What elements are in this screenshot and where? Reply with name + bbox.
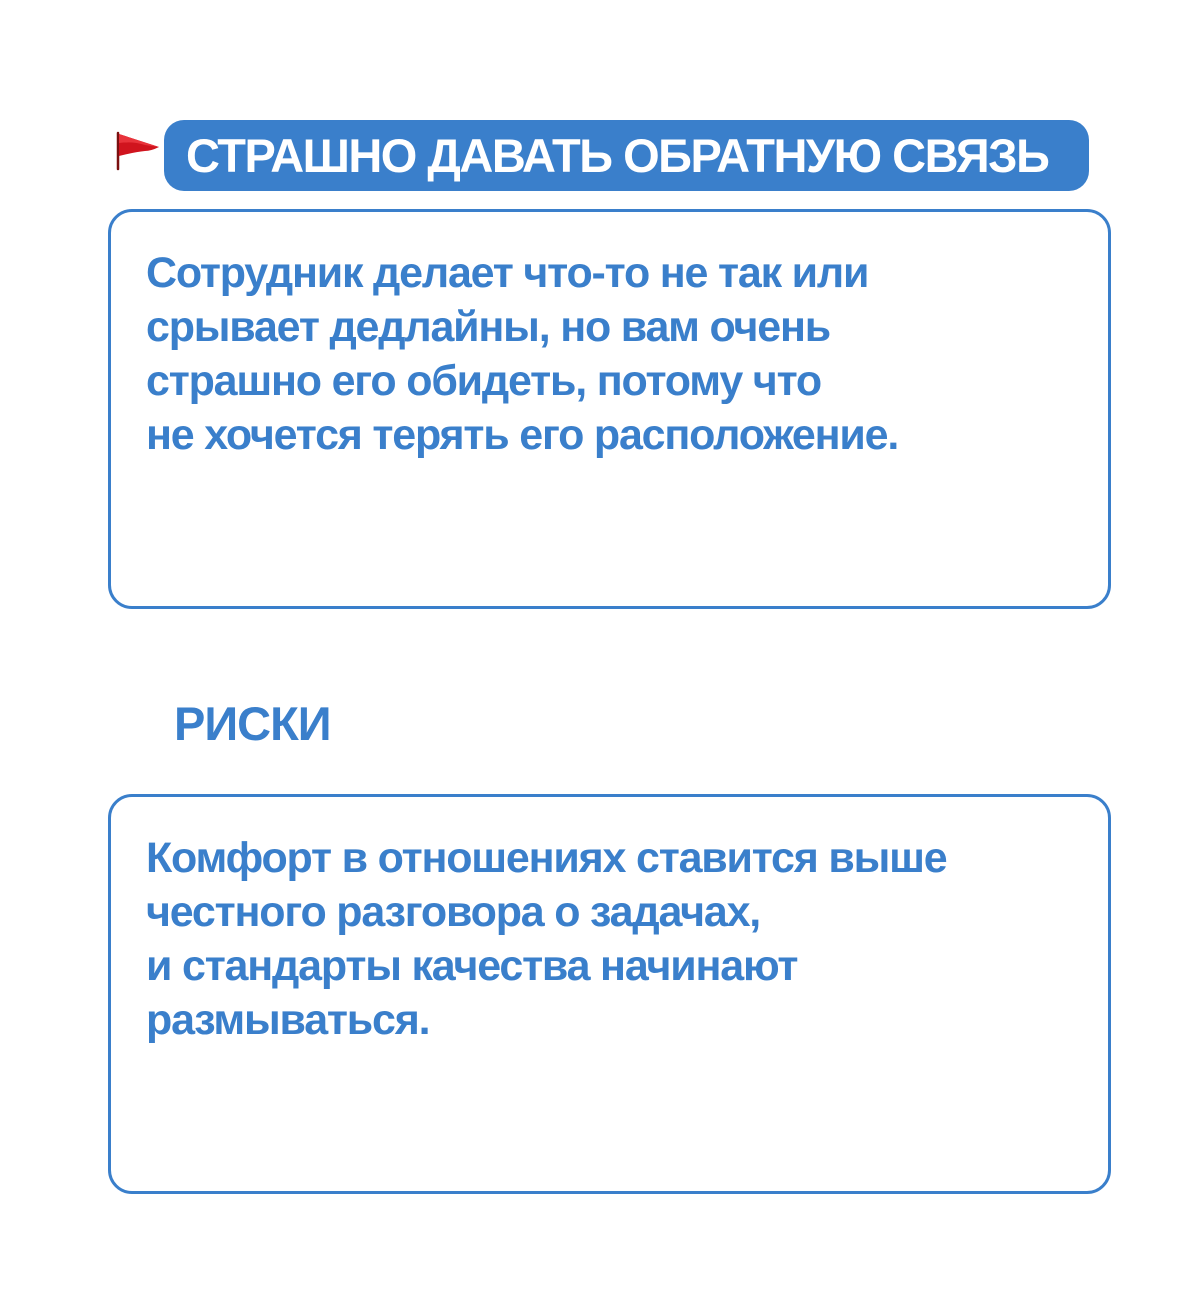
problem-description: Сотрудник делает что-то не так или срывает дедлайны, но вам очень страшно его обидеть, потому что не хочется терять его расположение. bbox=[146, 249, 899, 459]
risks-heading: РИСКИ bbox=[174, 697, 331, 750]
risks-card bbox=[108, 794, 1111, 1194]
red-flag-icon bbox=[115, 131, 165, 171]
page-title: СТРАШНО ДАВАТЬ ОБРАТНУЮ СВЯЗЬ bbox=[186, 129, 1049, 182]
title-banner bbox=[164, 120, 1089, 191]
risks-description: Комфорт в отношениях ставится выше честного разговора о задачах, и стандарты качества начинают размываться. bbox=[146, 834, 947, 1044]
problem-card bbox=[108, 209, 1111, 609]
